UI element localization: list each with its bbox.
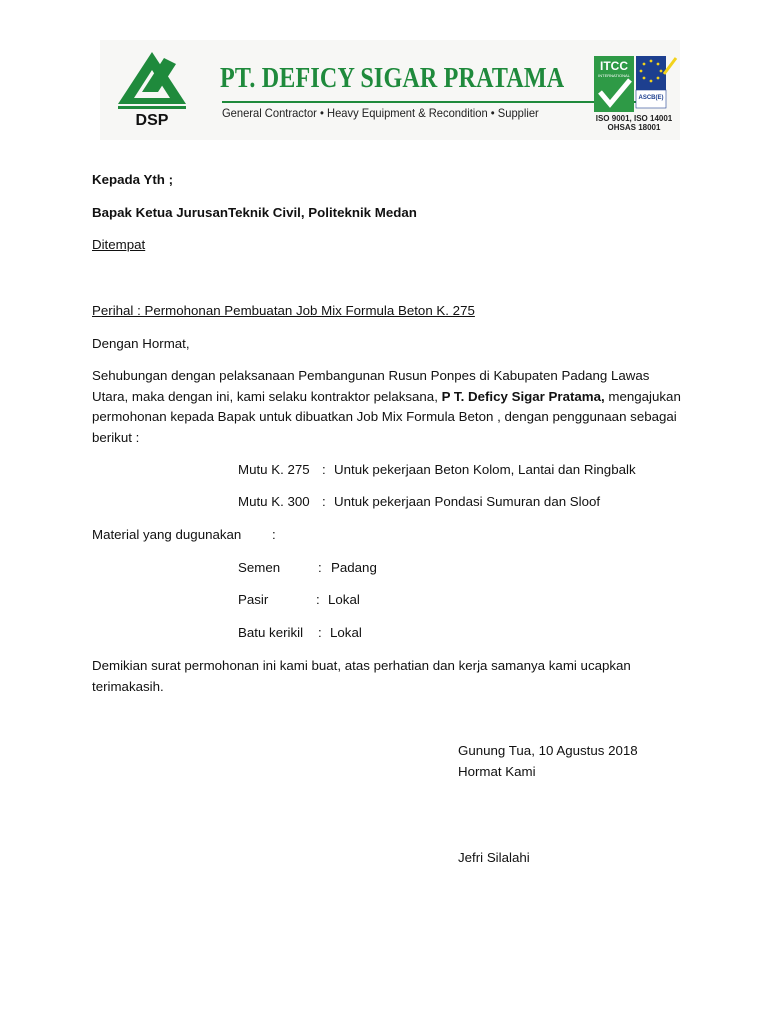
place-date: Gunung Tua, 10 Agustus 2018 <box>458 743 638 758</box>
materials-heading: Material yang dugunakan <box>92 527 242 542</box>
recipient-name: Bapak Ketua JurusanTeknik Civil, Politeknik Medan <box>92 205 417 220</box>
material-value: Lokal <box>328 592 360 607</box>
material-value: Padang <box>331 560 377 575</box>
badge-label: ASCB(E) <box>638 95 664 101</box>
quality-spec-label: Mutu K. 275 <box>238 462 310 477</box>
material-label: Semen <box>238 560 281 575</box>
company-name: PT. DEFICY SIGAR PRATAMA <box>220 63 565 94</box>
iso-certifications <box>594 114 674 132</box>
iso-line-2: OHSAS 18001 <box>607 123 661 132</box>
intro-text-1: Sehubungan dengan pelaksanaan Pembangunan Rusun Ponpes di Kabupaten Padang Lawas Utara, maka dengan ini, kami selaku kontraktor pelaksana, <box>92 368 650 404</box>
quality-spec-value: Untuk pekerjaan Beton Kolom, Lantai dan Ringbalk <box>334 462 636 477</box>
quality-spec-value: Untuk pekerjaan Pondasi Sumuran dan Sloof <box>334 494 601 509</box>
materials-heading-colon: : <box>272 527 276 542</box>
material-separator: : <box>318 560 322 575</box>
recipient-place: Ditempat <box>92 237 146 252</box>
quality-spec-separator: : <box>322 462 326 477</box>
quality-spec-label: Mutu K. 300 <box>238 494 310 509</box>
quality-spec-separator: : <box>322 494 326 509</box>
intro-text-2: mengajukan permohonan kepada Bapak untuk dibuatkan Job Mix Formula Beton , dengan penggunaan sebagai berikut : <box>92 388 681 445</box>
signatory-name: Jefri Silalahi <box>458 850 530 865</box>
material-separator: : <box>318 625 322 640</box>
logo-text: DSP <box>135 112 169 129</box>
itcc-certification-badge <box>592 54 678 116</box>
letterhead <box>100 40 680 140</box>
badge-title: ITCC <box>600 59 628 73</box>
greeting: Dengan Hormat, <box>92 336 190 351</box>
company-divider <box>222 101 642 103</box>
intro-company-name: P T. Deficy Sigar Pratama, <box>441 388 605 404</box>
company-tagline: General Contractor • Heavy Equipment & Recondition • Supplier <box>222 106 539 120</box>
closing-paragraph: Demikian surat permohonan ini kami buat, atas perhatian dan kerja samanya kami ucapkan terimakasih. <box>92 658 631 694</box>
dsp-logo <box>112 48 212 130</box>
subject-line: Perihal : Permohonan Pembuatan Job Mix Formula Beton K. 275 <box>92 303 475 318</box>
material-label: Batu kerikil <box>238 625 304 640</box>
regards: Hormat Kami <box>458 764 536 779</box>
recipient-salutation: Kepada Yth ; <box>92 172 174 187</box>
badge-subtitle: INTERNATIONAL <box>598 73 630 78</box>
material-separator: : <box>316 592 320 607</box>
intro-paragraph <box>92 366 682 448</box>
iso-line-1: ISO 9001, ISO 14001 <box>595 114 673 123</box>
material-label: Pasir <box>238 592 269 607</box>
material-value: Lokal <box>330 625 362 640</box>
